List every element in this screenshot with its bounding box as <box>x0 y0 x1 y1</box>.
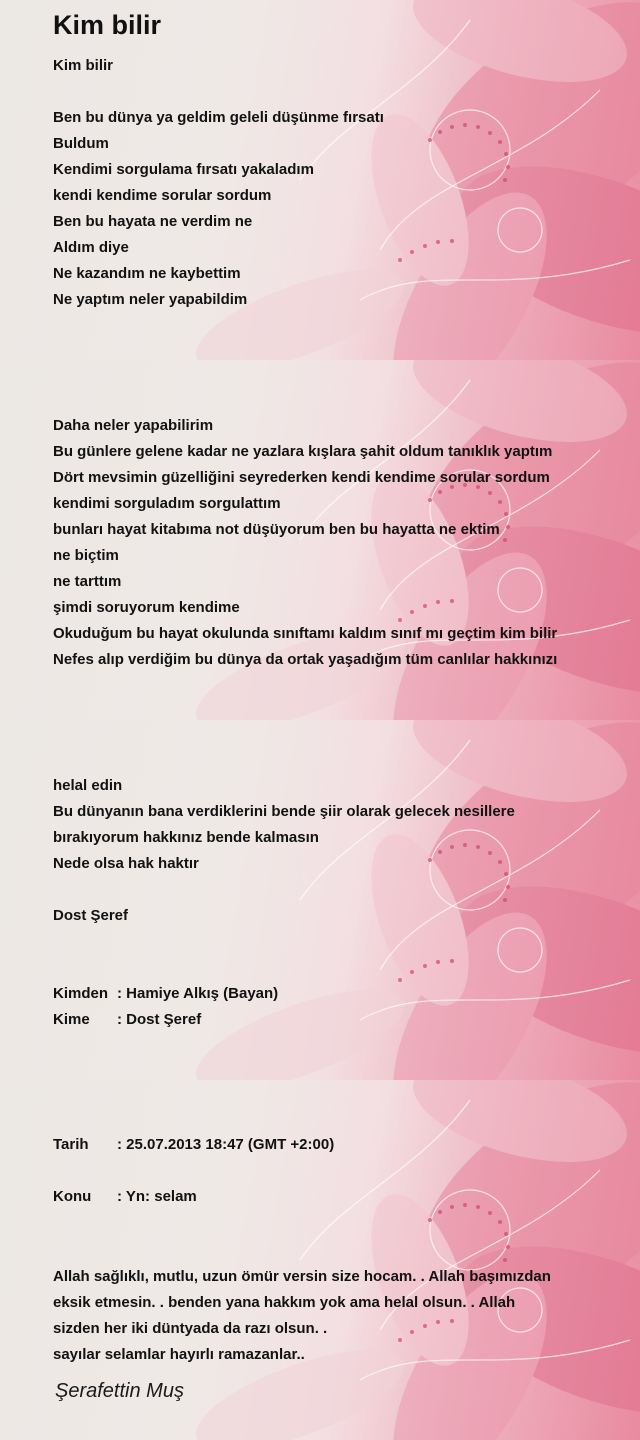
poem-line: Kendimi sorgulama fırsatı yakaladım <box>53 161 314 178</box>
poem-author[interactable]: Şerafettin Muş <box>55 1380 184 1402</box>
poem-line: Aldım diye <box>53 239 129 256</box>
poem-line: ne tarttım <box>53 573 122 590</box>
poem-line: bırakıyorum hakkınız bende kalmasın <box>53 829 319 846</box>
poem-line: Okuduğum bu hayat okulunda sınıftamı kaldım sınıf mı geçtim kim bilir <box>53 625 558 642</box>
poem-line: Buldum <box>53 135 109 152</box>
poem-line: helal edin <box>53 777 123 794</box>
poem-line: kendimi sorguladım sorgulattım <box>53 495 281 512</box>
poem-line: Kim bilir <box>53 57 114 74</box>
message-line: sayılar selamlar hayırlı ramazanlar.. <box>53 1346 305 1363</box>
poem-line: Ne kazandım ne kaybettim <box>53 265 241 282</box>
meta-value: : 25.07.2013 18:47 (GMT +2:00) <box>117 1136 335 1153</box>
poem-line: ne biçtim <box>53 547 119 564</box>
meta-label: Kimden <box>53 985 109 1002</box>
poem-line: Daha neler yapabilirim <box>53 417 214 434</box>
meta-value: : Yn: selam <box>117 1188 197 1205</box>
poem-line: Nefes alıp verdiğim bu dünya da ortak yaşadığım tüm canlılar hakkınızı <box>53 651 558 668</box>
poem-line: kendi kendime sorular sordum <box>53 187 272 204</box>
poem-title: Kim bilir <box>53 10 162 40</box>
meta-value: : Hamiye Alkış (Bayan) <box>117 985 279 1002</box>
message-line: sizden her iki düntyada da razı olsun. . <box>53 1320 328 1337</box>
poem-line: Bu dünyanın bana verdiklerini bende şiir olarak gelecek nesillere <box>53 803 515 820</box>
poem-line: Ben bu dünya ya geldim geleli düşünme fırsatı <box>53 109 384 126</box>
meta-label: Konu <box>53 1188 92 1205</box>
meta-value: : Dost Şeref <box>117 1011 202 1028</box>
poem-line: Ne yaptım neler yapabildim <box>53 291 248 308</box>
poem-line: Ben bu hayata ne verdim ne <box>53 213 253 230</box>
poem-line: Dört mevsimin güzelliğini seyrederken kendi kendime sorular sordum <box>53 469 550 486</box>
message-line: eksik etmesin. . benden yana hakkım yok ama helal olsun. . Allah <box>53 1294 516 1311</box>
poem-line: Dost Şeref <box>53 907 129 924</box>
message-line: Allah sağlıklı, mutlu, uzun ömür versin size hocam. . Allah başımızdan <box>53 1268 551 1285</box>
meta-label: Tarih <box>53 1136 89 1153</box>
poem-line: bunları hayat kitabıma not düşüyorum ben bu hayatta ne ektim <box>53 521 500 538</box>
meta-label: Kime <box>53 1011 90 1028</box>
poem-line: Nede olsa hak haktır <box>53 855 199 872</box>
poem-line: şimdi soruyorum kendime <box>53 599 240 616</box>
poem-line: Bu günlere gelene kadar ne yazlara kışlara şahit oldum tanıklık yaptım <box>53 443 553 460</box>
